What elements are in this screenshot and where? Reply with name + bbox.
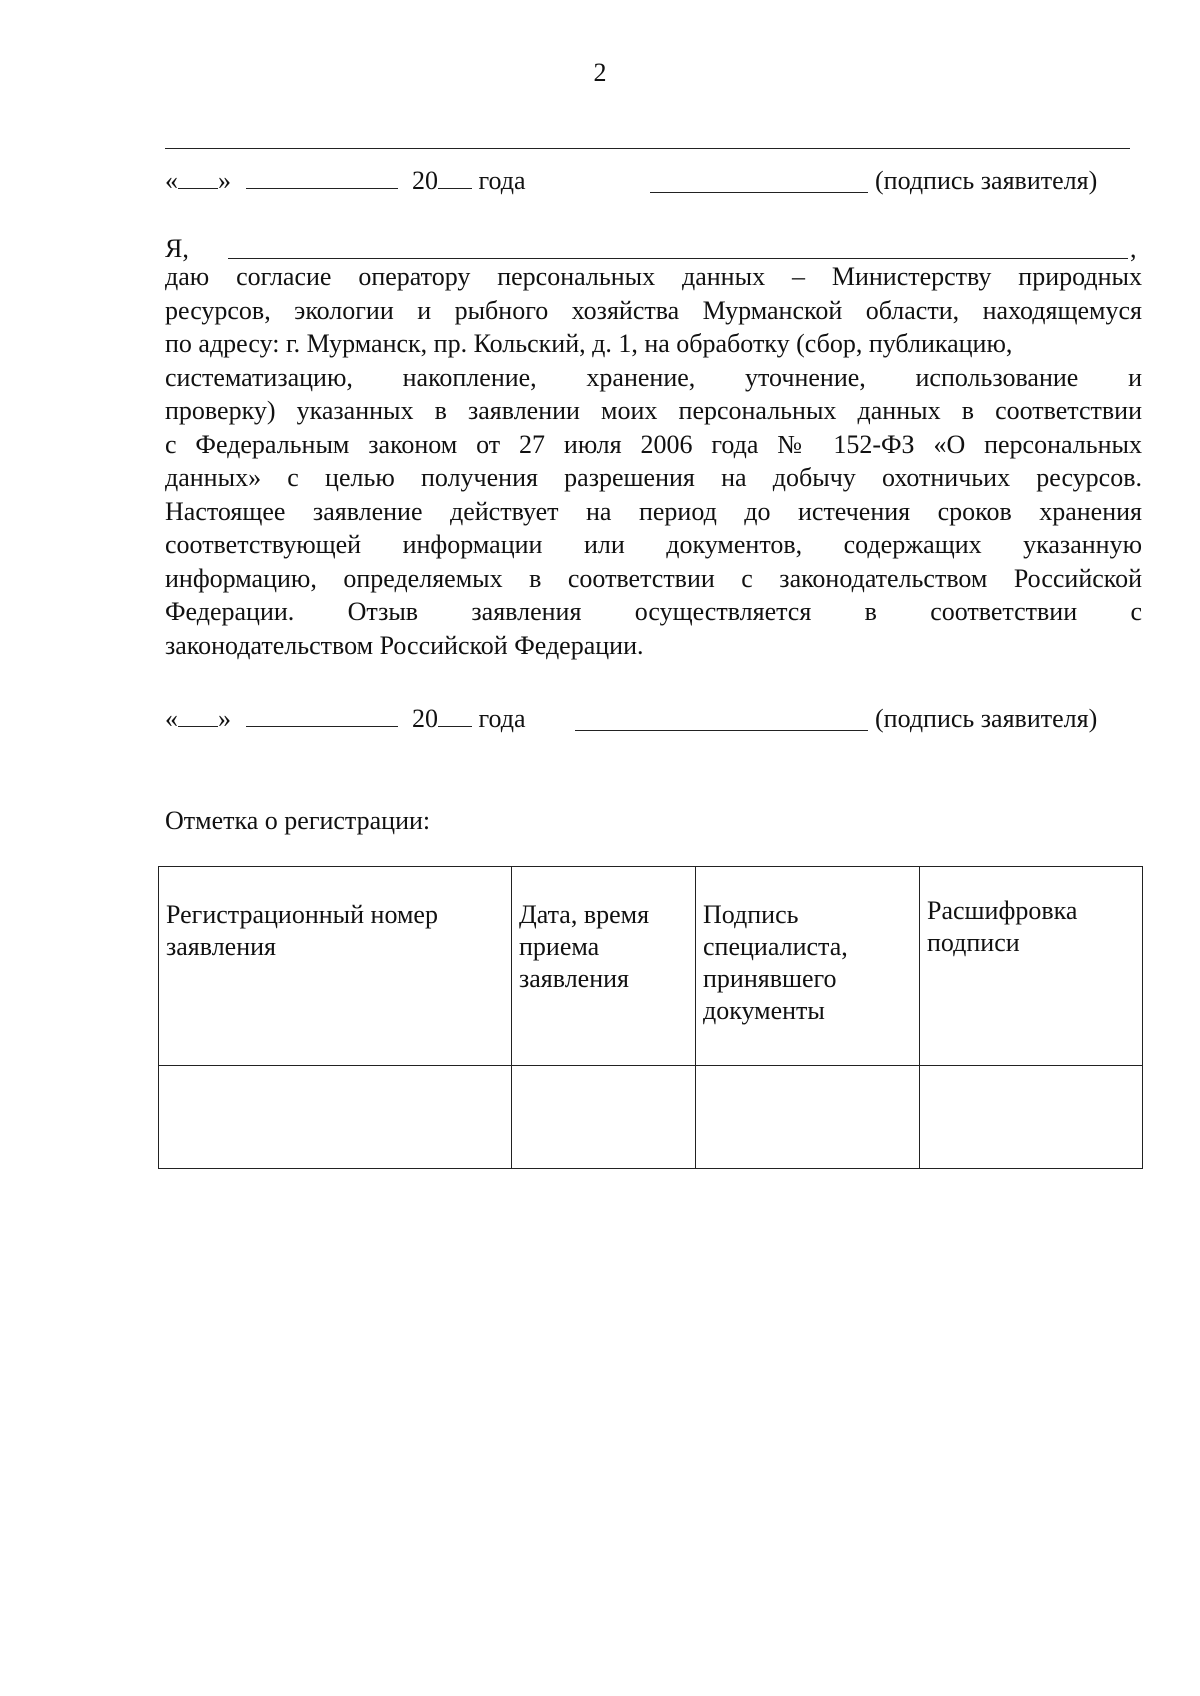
day-blank[interactable] (178, 704, 218, 727)
date-line-1 (165, 166, 526, 196)
open-quote: « (165, 704, 178, 733)
year-prefix: 20 (412, 704, 438, 733)
table-header-row (159, 867, 1143, 1066)
year-word: года (478, 704, 526, 733)
signature-caption-2: (подпись заявителя) (875, 704, 1098, 733)
header-signature-decoding: Расшифровка подписи (920, 867, 1143, 1066)
consent-line: систематизацию, накопление, хранение, уточнение, использование и (165, 362, 1142, 392)
signature-caption-1: (подпись заявителя) (875, 166, 1098, 195)
consent-line: соответствующей информации или документов, содержащих указанную (165, 530, 1142, 559)
consent-lead: Я, (165, 234, 189, 263)
year-blank[interactable] (438, 704, 472, 727)
cell-registration-number[interactable] (159, 1066, 512, 1169)
cell-specialist-signature[interactable] (696, 1066, 920, 1169)
consent-paragraph (165, 260, 1142, 662)
consent-line: законодательством Российской Федерации. (165, 630, 644, 660)
year-blank[interactable] (438, 166, 472, 189)
cell-date-time[interactable] (512, 1066, 696, 1169)
open-quote: « (165, 166, 178, 195)
applicant-name-blank[interactable] (228, 236, 1128, 259)
consent-line: даю согласие оператору персональных данных – Министерству природных (165, 262, 1142, 291)
consent-line: данных» с целью получения разрешения на добычу охотничьих ресурсов. (165, 463, 1142, 492)
year-prefix: 20 (412, 166, 438, 195)
header-date-time: Дата, время приема заявления (512, 867, 696, 1066)
consent-line: Настоящее заявление действует на период до истечения сроков хранения (165, 496, 1142, 526)
cell-signature-decoding[interactable] (920, 1066, 1143, 1169)
registration-table (158, 866, 1143, 1169)
registration-label: Отметка о регистрации: (165, 806, 431, 835)
year-word: года (478, 166, 526, 195)
page-number: 2 (593, 58, 607, 87)
consent-line: информацию, определяемых в соответствии с законодательством Российской (165, 563, 1142, 593)
close-quote: » (218, 166, 231, 195)
close-quote: » (218, 704, 231, 733)
consent-line: ресурсов, экологии и рыбного хозяйства Мурманской области, находящемуся (165, 295, 1142, 325)
top-rule (165, 148, 1130, 149)
name-trailing-comma: , (1130, 234, 1137, 263)
consent-line: с Федеральным законом от 27 июля 2006 года № 152-ФЗ «О персональных (165, 429, 1142, 459)
signature-blank-1[interactable] (650, 170, 868, 193)
consent-line: проверку) указанных в заявлении моих персональных данных в соответствии (165, 396, 1142, 425)
consent-line: по адресу: г. Мурманск, пр. Кольский, д. 1, на обработку (сбор, публикацию, (165, 329, 1013, 358)
header-registration-number: Регистрационный номер заявления (159, 867, 512, 1066)
consent-line: Федерации. Отзыв заявления осуществляется в соответствии с (165, 597, 1142, 626)
header-specialist-signature: Подпись специалиста, принявшего документы (696, 867, 920, 1066)
day-blank[interactable] (178, 166, 218, 189)
table-row (159, 1066, 1143, 1169)
signature-blank-2[interactable] (575, 708, 868, 731)
date-line-2 (165, 704, 526, 734)
month-blank[interactable] (246, 704, 398, 727)
month-blank[interactable] (246, 166, 398, 189)
